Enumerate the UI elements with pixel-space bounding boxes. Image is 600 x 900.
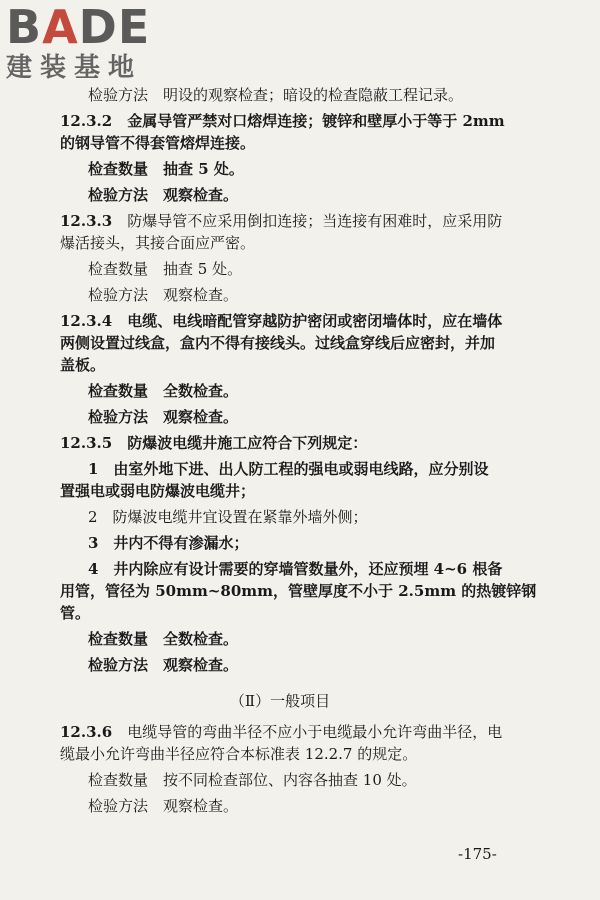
clause-text: 电缆导管的弯曲半径不应小于电缆最小允许弯曲半径，电	[127, 723, 503, 741]
inspection-method: 检验方法 观察检查。	[88, 186, 239, 204]
clause-number: 12.3.4	[60, 312, 113, 330]
clause-text: 爆活接头，其接合面应严密。	[60, 234, 256, 252]
list-item-continued: 管。	[60, 604, 91, 622]
clause-text: 电缆、电线暗配管穿越防护密闭或密闭墙体时，应在墙体	[127, 312, 503, 330]
inspection-quantity: 检查数量 全数检查。	[88, 630, 239, 648]
clause-12-3-6	[60, 721, 503, 743]
clause-number: 12.3.5	[60, 434, 113, 452]
clause-number: 12.3.6	[60, 723, 113, 741]
list-item-continued: 用管，管径为 50mm~80mm，管壁厚度不小于 2.5mm 的热镀锌钢	[60, 582, 537, 600]
clause-text: 防爆导管不应采用倒扣连接；当连接有困难时，应采用防	[127, 212, 503, 230]
page-number: -175-	[458, 845, 497, 863]
logo-wordmark: BADE	[6, 0, 151, 54]
inspection-method: 检验方法 明设的观察检查；暗设的检查隐蔽工程记录。	[88, 86, 464, 104]
inspection-quantity: 检查数量 抽查 5 处。	[88, 260, 243, 278]
clause-text: 缆最小允许弯曲半径应符合本标准表 12.2.7 的规定。	[60, 745, 418, 763]
list-item: 3 井内不得有渗漏水；	[88, 534, 249, 552]
inspection-quantity: 检查数量 全数检查。	[88, 382, 239, 400]
logo-chinese-name: 建装基地	[6, 53, 143, 83]
inspection-method: 检验方法 观察检查。	[88, 408, 239, 426]
inspection-quantity: 检查数量 抽查 5 处。	[88, 160, 244, 178]
clause-text: 金属导管严禁对口熔焊连接；镀锌和壁厚小于等于 2mm	[127, 112, 505, 130]
list-item: 1 由室外地下进、出人防工程的强电或弱电线路，应分别设	[88, 460, 489, 478]
inspection-method: 检验方法 观察检查。	[88, 656, 239, 674]
section-heading: （Ⅱ）一般项目	[229, 692, 331, 710]
clause-12-3-2	[60, 110, 505, 132]
inspection-method: 检验方法 观察检查。	[88, 797, 239, 815]
inspection-method: 检验方法 观察检查。	[88, 286, 239, 304]
clause-text: 防爆波电缆井施工应符合下列规定：	[127, 434, 368, 452]
clause-12-3-5	[60, 432, 500, 454]
clause-text: 的钢导管不得套管熔焊连接。	[60, 134, 256, 152]
clause-12-3-3	[60, 210, 503, 232]
clause-number: 12.3.3	[60, 212, 113, 230]
list-item-continued: 置强电或弱电防爆波电缆井；	[60, 482, 256, 500]
inspection-quantity: 检查数量 按不同检查部位、内容各抽查 10 处。	[88, 771, 417, 789]
clause-text: 两侧设置过线盒，盒内不得有接线头。过线盒穿线后应密封，并加	[60, 334, 496, 352]
clause-text: 盖板。	[60, 356, 106, 374]
list-item: 2 防爆波电缆井宜设置在紧靠外墙外侧；	[88, 508, 368, 526]
clause-12-3-4	[60, 310, 503, 332]
brand-logo	[6, 0, 176, 84]
clause-number: 12.3.2	[60, 112, 113, 130]
document-page	[60, 84, 537, 821]
list-item: 4 井内除应有设计需要的穿墙管数量外，还应预埋 4~6 根备	[88, 560, 503, 578]
